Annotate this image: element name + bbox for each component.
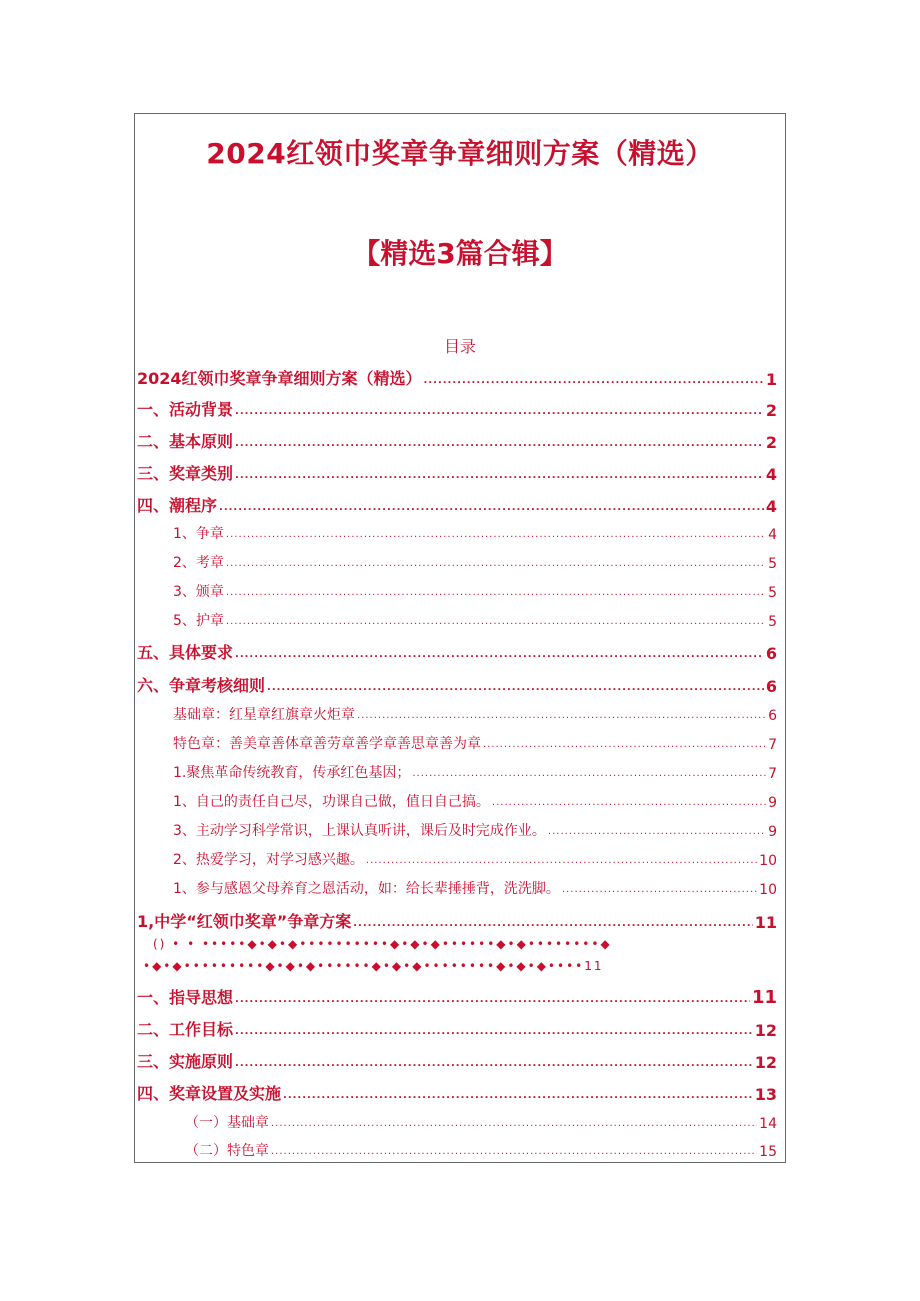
- toc-entry[interactable]: [137, 985, 777, 1008]
- toc-entry-page: 11: [751, 987, 777, 1008]
- toc-entry-label: 基础章：红星章红旗章火炬章: [173, 707, 355, 723]
- document-title: 2024红领巾奖章争章细则方案（精选）: [206, 137, 714, 170]
- toc-entry-label: 二、基本原则: [137, 432, 234, 451]
- toc-entry[interactable]: [137, 1081, 777, 1104]
- toc-leader: [235, 650, 764, 660]
- toc-entry-page: 7: [768, 737, 777, 753]
- toc-leader: [219, 503, 764, 513]
- toc-entry[interactable]: [137, 673, 777, 696]
- toc-entry-page: 14: [759, 1116, 777, 1132]
- toc-entry-label: 3、主动学习科学常识，上课认真听讲，课后及时完成作业。: [173, 823, 546, 839]
- toc-entry-label: 1、自己的责任自己尽，功课自己做，值日自己搞。: [173, 794, 490, 810]
- toc-entry-label: （二）特色章: [185, 1143, 269, 1159]
- toc-leader: [492, 798, 766, 808]
- toc-leader: [235, 1059, 753, 1069]
- toc-entry-page: 7: [768, 766, 777, 782]
- toc-entry[interactable]: [137, 366, 777, 389]
- toc-entry[interactable]: [173, 704, 777, 724]
- toc-entry[interactable]: [137, 640, 777, 663]
- toc-entry-label: 三、奖章类别: [137, 464, 234, 483]
- toc-entry[interactable]: [137, 1049, 777, 1072]
- toc-entry-label: 1.聚焦革命传统教育，传承红色基因；: [173, 765, 411, 781]
- toc-leader: [366, 856, 757, 866]
- toc-entry[interactable]: [173, 849, 777, 869]
- toc-entry-label: 1,中学“红领巾奖章”争章方案: [137, 912, 352, 931]
- toc-entry-label: 四、奖章设置及实施: [137, 1084, 282, 1103]
- toc-leader: [271, 1119, 757, 1129]
- toc-entry-label: 四、潮程序: [137, 496, 218, 515]
- toc-entry[interactable]: [173, 552, 777, 572]
- toc-leader: [226, 530, 766, 540]
- toc-leader: [271, 1147, 757, 1157]
- toc-entry-page: 4: [765, 497, 777, 516]
- toc-entry-page: 9: [768, 824, 777, 840]
- toc-entry-page: 11: [754, 913, 777, 932]
- toc-entry-label: 六、争章考核细则: [137, 676, 266, 695]
- toc-entry-label: 五、具体要求: [137, 643, 234, 662]
- toc-entry-page: 4: [768, 527, 777, 543]
- toc-entry-page: 4: [765, 465, 777, 484]
- toc-leader: [548, 827, 766, 837]
- toc-leader: [562, 885, 757, 895]
- toc-entry-page: 9: [768, 795, 777, 811]
- toc-entry-page: 5: [768, 614, 777, 630]
- decorative-dot-line: •◆•◆•••••••••◆•◆•◆••••••◆•◆•◆••••••••◆•◆•◆••••11: [143, 959, 604, 973]
- toc-entry-page: 5: [768, 585, 777, 601]
- toc-leader: [235, 439, 764, 449]
- toc-entry[interactable]: [173, 581, 777, 601]
- toc-entry-label: 特色章：善美章善体章善劳章善学章善思章善为章: [173, 736, 481, 752]
- toc-entry-label: 1、争章: [173, 526, 224, 542]
- document-subtitle: 【精选3篇合辑】: [352, 237, 568, 270]
- toc-entry-label: 2024红领巾奖章争章细则方案（精选）: [137, 369, 422, 388]
- toc-entry-page: 12: [754, 1053, 777, 1072]
- toc-entry-page: 2: [765, 401, 777, 420]
- toc-entry-label: 2、热爱学习，对学习感兴趣。: [173, 852, 364, 868]
- toc-entry-page: 6: [765, 644, 777, 663]
- toc-leader: [353, 919, 752, 929]
- toc-entry-label: 3、颁章: [173, 584, 224, 600]
- document-page: [134, 113, 786, 1163]
- toc-leader: [267, 683, 764, 693]
- toc-entry[interactable]: [173, 523, 777, 543]
- toc-entry-label: 三、实施原则: [137, 1052, 234, 1071]
- toc-entry-page: 6: [765, 677, 777, 696]
- toc-leader: [226, 559, 766, 569]
- toc-entry[interactable]: [137, 493, 777, 516]
- decorative-dot-line: () • • •••••◆•◆•◆••••••••••◆•◆•◆••••••◆•◆••••••••◆: [153, 937, 612, 951]
- toc-entry[interactable]: [173, 820, 777, 840]
- toc-entry-page: 15: [759, 1144, 777, 1160]
- toc-entry[interactable]: [185, 1140, 777, 1160]
- toc-entry-page: 10: [759, 882, 777, 898]
- toc-leader: [357, 711, 766, 721]
- toc-entry-label: 2、考章: [173, 555, 224, 571]
- toc-leader: [283, 1091, 753, 1101]
- toc-leader: [483, 740, 766, 750]
- toc-entry-page: 1: [765, 370, 777, 389]
- toc-entry-label: 1、参与感恩父母养育之恩活动，如：给长辈捶捶背，洗洗脚。: [173, 881, 560, 897]
- toc-entry-page: 10: [759, 853, 777, 869]
- toc-entry[interactable]: [173, 610, 777, 630]
- toc-leader: [235, 995, 750, 1005]
- toc-entry[interactable]: [185, 1112, 777, 1132]
- toc-leader: [226, 617, 766, 627]
- toc-entry-page: 2: [765, 433, 777, 452]
- toc-leader: [412, 769, 766, 779]
- toc-entry-page: 13: [754, 1085, 777, 1104]
- toc-leader: [424, 376, 764, 386]
- toc-entry-label: 一、活动背景: [137, 400, 234, 419]
- toc-entry-page: 6: [768, 708, 777, 724]
- toc-leader: [235, 407, 764, 417]
- toc-entry-label: 一、指导思想: [137, 988, 234, 1007]
- toc-entry-page: 12: [754, 1021, 777, 1040]
- toc-entry-label: 二、工作目标: [137, 1020, 234, 1039]
- toc-heading: 目录: [443, 337, 476, 356]
- toc-leader: [226, 588, 766, 598]
- toc-entry[interactable]: [137, 429, 777, 452]
- toc-entry[interactable]: [173, 733, 777, 753]
- toc-entry[interactable]: [137, 909, 777, 932]
- toc-leader: [235, 471, 764, 481]
- toc-entry[interactable]: [137, 1017, 777, 1040]
- toc-entry-label: 5、护章: [173, 613, 224, 629]
- toc-entry[interactable]: [173, 762, 777, 782]
- toc-entry-label: （一）基础章: [185, 1115, 269, 1131]
- toc-entry-page: 5: [768, 556, 777, 572]
- toc-leader: [235, 1027, 753, 1037]
- toc-entry[interactable]: [173, 791, 777, 811]
- toc-entry[interactable]: [137, 397, 777, 420]
- toc-entry[interactable]: [137, 461, 777, 484]
- toc-entry[interactable]: [173, 878, 777, 898]
